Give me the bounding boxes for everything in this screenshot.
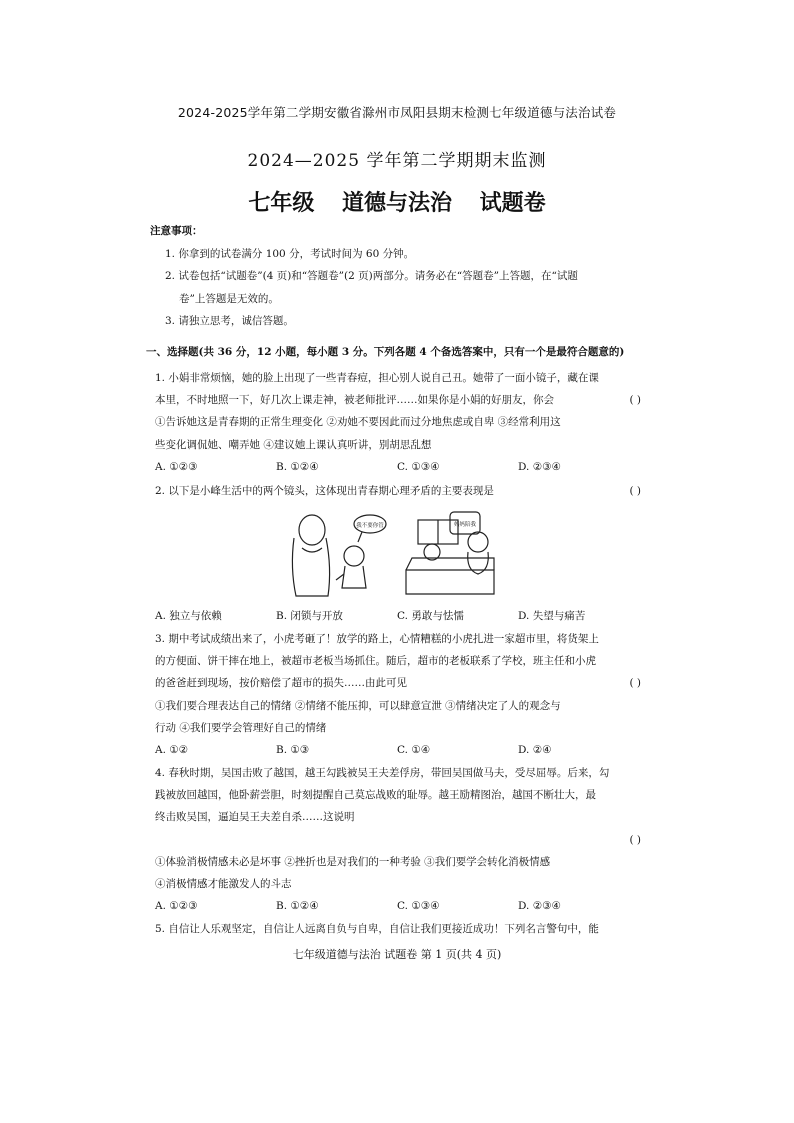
cartoon-illustration	[282, 508, 512, 600]
options-row	[155, 456, 641, 478]
option: B. ①②④	[276, 460, 319, 473]
question-line	[155, 389, 641, 411]
exam-header: 2024—2025 学年第二学期期末监测	[247, 151, 547, 171]
exam-title: 七年级 道德与法治 试题卷	[248, 191, 546, 216]
notes-block	[150, 220, 650, 333]
question-line: 4. 春秋时期，吴国击败了越国，越王勾践被吴王夫差俘房，带回吴国做马夫，受尽屈辱。后来，勾	[155, 767, 610, 779]
question-5	[155, 918, 641, 940]
option: A. 独立与依赖	[155, 610, 222, 622]
question-line-text: 的爸爸赶到现场，按价赔偿了超市的损失……由此可见	[155, 677, 407, 690]
note-item: 2. 试卷包括“试题卷”(4 页)和“答题卷”(2 页)两部分。请务必在“答题卷”上答题，在“试题	[165, 270, 578, 282]
question-line	[155, 672, 641, 694]
option: A. ①②③	[155, 460, 198, 473]
answer-paren: ( )	[629, 394, 641, 407]
option: A. ①②③	[155, 900, 198, 913]
option: B. ①②④	[276, 900, 319, 913]
option: B. 闭锁与开放	[276, 610, 343, 622]
options-row	[155, 605, 641, 627]
question-line: 些变化调侃她、嘲弄她 ④建议她上课认真听讲，别胡思乱想	[155, 438, 432, 451]
option: C. ①④	[397, 744, 431, 757]
option: C. ①③④	[397, 460, 440, 473]
question-line: ①我们要合理表达自己的情绪 ②情绪不能压抑，可以肆意宣泄 ③情绪决定了人的观念与	[155, 699, 561, 712]
note-item: 3. 请独立思考，诚信答题。	[165, 315, 294, 327]
option: C. 勇敢与怯懦	[397, 610, 464, 622]
question-line: 5. 自信让人乐观坚定，自信让人远离自负与自卑，自信让我们更接近成功！下列名言警句中，能	[155, 923, 599, 935]
answer-paren-line	[155, 829, 641, 851]
page-footer: 七年级道德与法治 试题卷 第 1 页(共 4 页)	[292, 948, 502, 961]
document-title: 2024-2025学年第二学期安徽省滁州市凤阳县期末检测七年级道德与法治试卷	[177, 105, 617, 120]
question-line: 行动 ④我们要学会管理好自己的情绪	[155, 721, 327, 734]
bubble-text: 我不要你管	[356, 523, 384, 529]
question-line: 3. 期中考试成绩出来了，小虎考砸了！放学的路上，心情糟糕的小虎扎进一家超市里，将货架上	[155, 633, 599, 645]
note-item: 1. 你拿到的试卷满分 100 分，考试时间为 60 分钟。	[165, 247, 415, 260]
question-line: 终击败吴国，逼迫吴王夫差自杀……这说明	[155, 811, 355, 824]
section-title: 一、选择题(共 36 分，12 小题，每小题 3 分。下列各题 4 个备选答案中，只有一个是最符合题意的)	[146, 346, 625, 358]
question-line: 1. 小娟非常烦恼，她的脸上出现了一些青春痘，担心别人说自己丑。她带了一面小镜子，藏在课	[155, 372, 599, 384]
option: B. ①③	[276, 744, 310, 757]
notes-title: 注意事项：	[150, 225, 203, 237]
note-item-continuation: 卷”上答题是无效的。	[179, 292, 279, 305]
answer-paren: ( )	[629, 485, 641, 497]
question-line: 的方便面、饼干摔在地上，被超市老板当场抓住。随后，超市的老板联系了学校，班主任和小虎	[155, 655, 596, 668]
option: D. 失望与痛苦	[518, 610, 586, 622]
question-line: ④消极情感才能激发人的斗志	[155, 877, 292, 890]
answer-paren: ( )	[629, 833, 641, 846]
option: D. ②③④	[518, 460, 561, 473]
bubble-text: 妈妈陪我	[453, 522, 477, 528]
question-2	[155, 480, 641, 502]
question-line-text: 2. 以下是小峰生活中的两个镜头，这体现出青春期心理矛盾的主要表现是	[155, 485, 494, 497]
option: D. ②③④	[518, 900, 561, 913]
question-line: 践被放回越国，他卧薪尝胆，时刻提醒自己莫忘战败的耻辱。越王励精图治，越国不断壮大，最	[155, 789, 596, 802]
question-3	[155, 628, 641, 761]
option: D. ②④	[518, 744, 552, 757]
options-row	[155, 739, 641, 761]
options-row	[155, 895, 641, 917]
question-line	[155, 480, 641, 502]
question-4	[155, 762, 641, 917]
option: A. ①②	[155, 744, 189, 757]
question-2-options	[155, 605, 641, 627]
answer-paren: ( )	[629, 677, 641, 690]
option: C. ①③④	[397, 900, 440, 913]
question-line-text: 本里，不时地照一下，好几次上课走神，被老师批评……如果你是小娟的好朋友，你会	[155, 394, 554, 407]
question-line: ①告诉她这是青春期的正常生理变化 ②劝她不要因此而过分地焦虑或自卑 ③经常利用这	[155, 416, 561, 429]
question-1	[155, 367, 641, 478]
question-line: ①体验消极情感未必是坏事 ②挫折也是对我们的一种考验 ③我们要学会转化消极情感	[155, 855, 551, 868]
